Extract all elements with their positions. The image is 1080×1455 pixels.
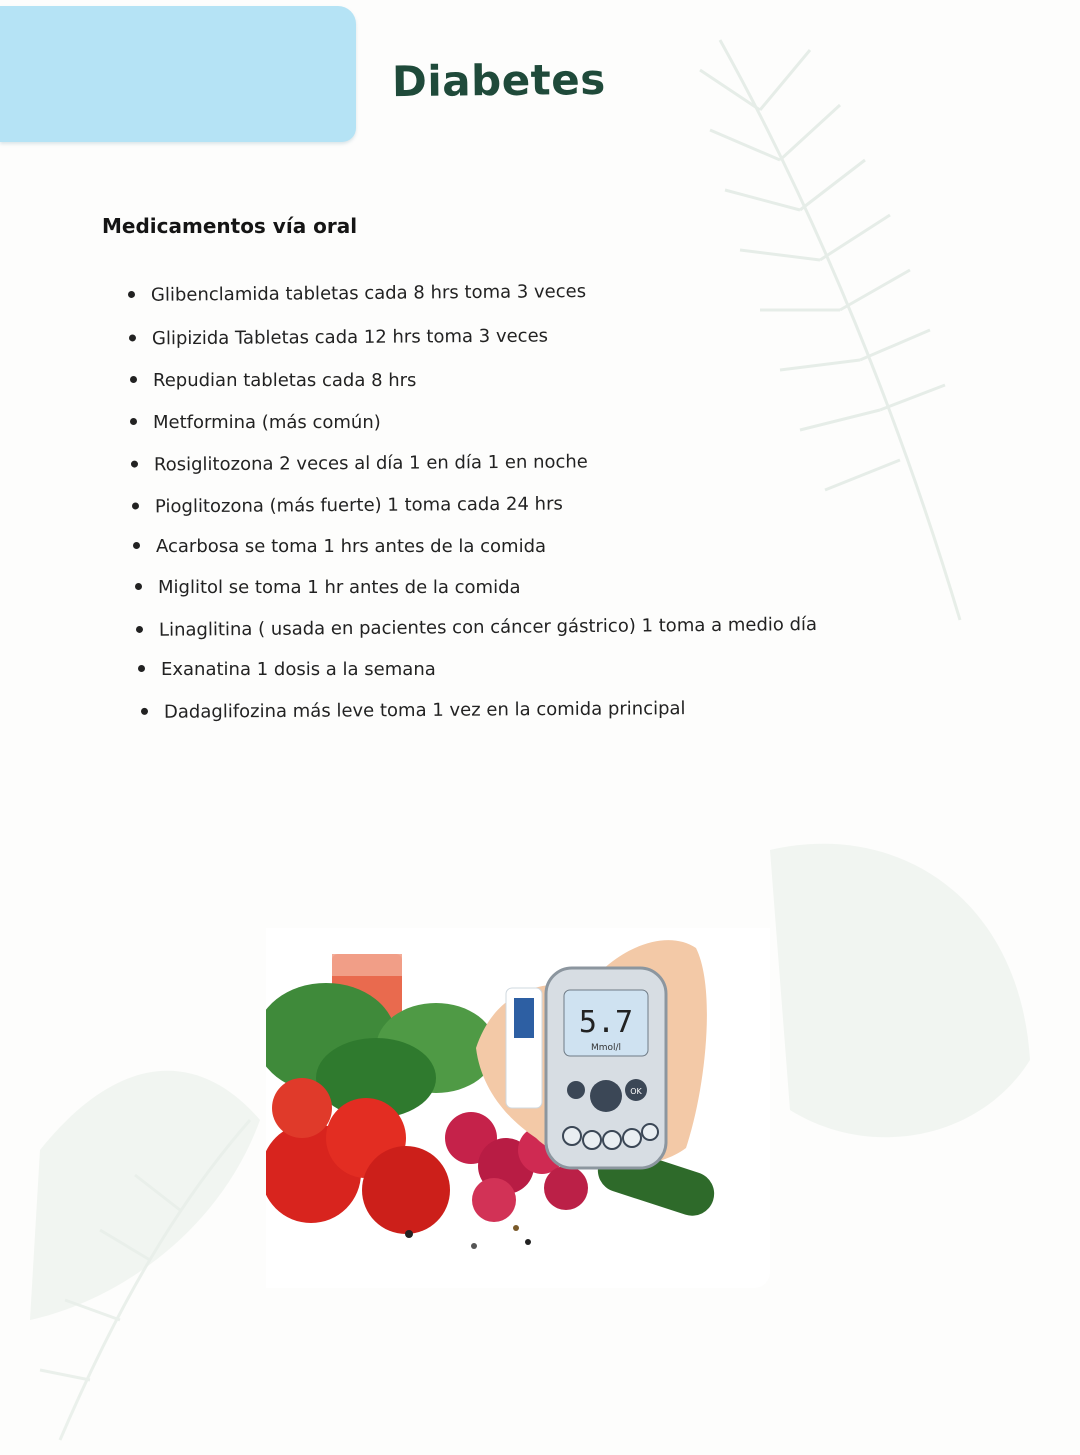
meter-unit: Mmol/l	[590, 1043, 622, 1053]
glucometer-vegetables-image	[266, 928, 770, 1288]
bullet-icon	[138, 665, 145, 672]
bullet-icon	[129, 334, 136, 341]
list-item-text: Metformina (más común)	[153, 412, 381, 433]
sticky-tab	[0, 6, 356, 142]
bullet-icon	[133, 542, 140, 549]
list-item	[130, 370, 416, 391]
list-item-text: Glibenclamida tabletas cada 8 hrs toma 3 veces	[150, 281, 587, 306]
meter-reading: 5.7	[578, 1005, 634, 1040]
list-item-text: Rosiglitozona 2 veces al día 1 en día 1 en noche	[153, 451, 588, 476]
list-item-text: Dadaglifozina más leve toma 1 vez en la comida principal	[163, 698, 686, 723]
section-heading: Medicamentos vía oral	[102, 214, 358, 238]
list-item	[141, 698, 686, 723]
list-item	[135, 577, 521, 598]
list-item-text: Miglitol se toma 1 hr antes de la comida	[158, 577, 521, 598]
list-item	[128, 281, 586, 306]
page-title: Diabetes	[391, 54, 606, 107]
list-item	[133, 536, 546, 557]
bullet-icon	[128, 290, 135, 297]
list-item	[132, 493, 563, 517]
meter-ok-label: OK	[630, 1087, 642, 1096]
list-item-text: Linaglitina ( usada en pacientes con cáncer gástrico) 1 toma a medio día	[158, 614, 818, 641]
list-item	[131, 451, 588, 475]
list-item-text: Acarbosa se toma 1 hrs antes de la comida	[156, 536, 547, 557]
bullet-icon	[130, 376, 137, 383]
bullet-icon	[136, 625, 143, 632]
list-item	[129, 326, 548, 350]
bullet-icon	[135, 583, 142, 590]
bullet-icon	[131, 460, 138, 467]
glucometer-illustration	[266, 928, 770, 1288]
list-item-text: Glipizida Tabletas cada 12 hrs toma 3 veces	[151, 325, 549, 350]
list-item-text: Pioglitozona (más fuerte) 1 toma cada 24 hrs	[154, 493, 563, 518]
list-item	[130, 412, 381, 433]
bullet-icon	[132, 502, 139, 509]
list-item-text: Exanatina 1 dosis a la semana	[161, 659, 436, 680]
bullet-icon	[141, 707, 148, 714]
list-item	[138, 659, 436, 680]
list-item-text: Repudian tabletas cada 8 hrs	[153, 370, 417, 391]
bullet-icon	[130, 418, 137, 425]
